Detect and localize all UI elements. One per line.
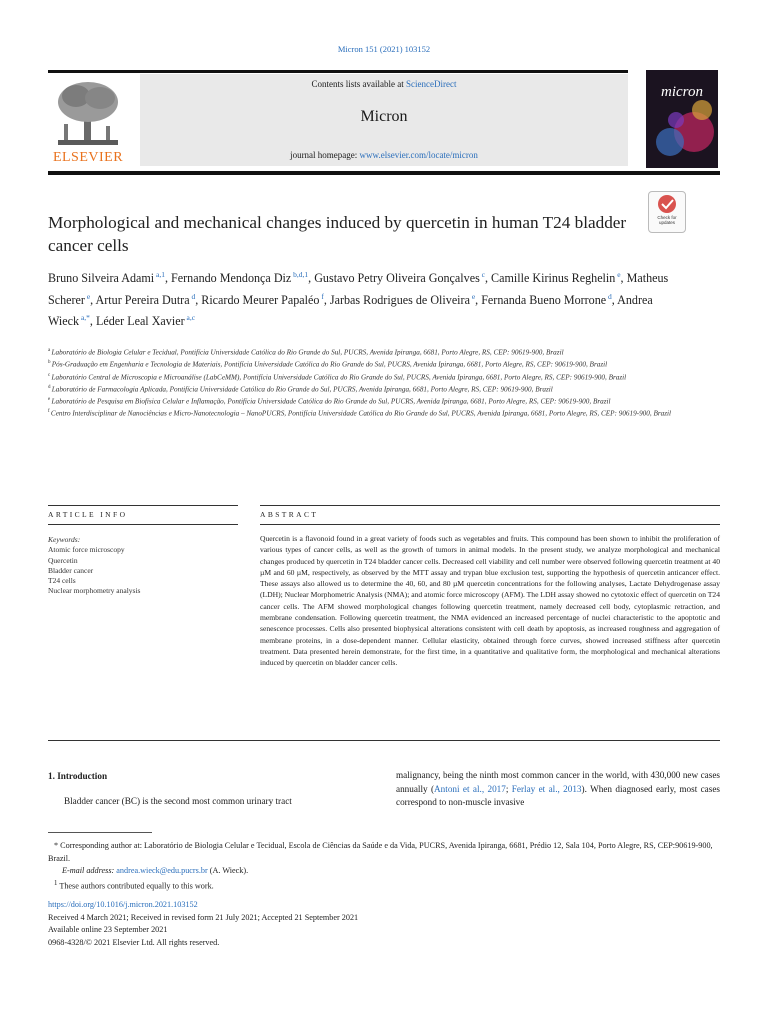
keywords-list xyxy=(48,535,238,597)
keywords-label: Keywords: xyxy=(48,535,81,544)
author-affiliation-marker[interactable]: e xyxy=(615,270,621,279)
affiliation-text: Laboratório Central de Microscopia e Microanálise (LabCeMM), Pontifícia Universidade Católica do Rio Grande do Sul, PUCRS, Avenida Ipiranga, 6681, Porto Alegre, RS, CEP: 90619-900, Brazil xyxy=(51,372,627,381)
check-for-updates-button[interactable] xyxy=(648,191,686,233)
publication-info xyxy=(48,899,720,949)
cover-title: micron xyxy=(661,84,703,100)
journal-name: Micron xyxy=(360,108,408,125)
check-updates-icon xyxy=(649,192,685,216)
author-name[interactable]: Bruno Silveira Adami xyxy=(48,271,155,286)
affiliation-text: Pós-Graduação em Engenharia e Tecnologia de Materiais, Pontifícia Universidade Católica do Rio Grande do Sul, PUCRS, Avenida Ipiranga, 6681, Porto Alegre, RS, CEP: 90619-900, Brazil xyxy=(51,360,608,369)
affiliation-item xyxy=(48,383,676,395)
author-name[interactable]: Artur Pereira Dutra xyxy=(95,292,190,307)
keyword-item: Atomic force microscopy xyxy=(48,545,125,555)
equal-text: These authors contributed equally to this work. xyxy=(59,881,214,891)
author-affiliation-marker[interactable]: a,1 xyxy=(154,270,165,279)
author-name[interactable]: Fernanda Bueno Morrone xyxy=(481,292,607,307)
available-online: Available online 23 September 2021 xyxy=(48,925,168,934)
affiliation-text: Laboratório de Biologia Celular e Tecidual, Pontifícia Universidade Católica do Rio Grande do Sul, PUCRS, Avenida Ipiranga, 6681, Porto Alegre, RS, CEP: 90619-900, Brazil xyxy=(51,348,564,357)
abstract-rule-bottom xyxy=(260,524,720,525)
reference-link-antoni[interactable]: Antoni et al., 2017 xyxy=(434,783,506,794)
abstract-heading: ABSTRACT xyxy=(260,510,319,519)
email-link[interactable]: andrea.wieck@edu.pucrs.br xyxy=(116,866,208,875)
author-affiliation-marker[interactable]: a,c xyxy=(184,313,196,323)
keyword-item: Nuclear morphometry analysis xyxy=(48,586,141,596)
contents-line xyxy=(140,79,628,89)
affiliation-marker: a xyxy=(48,348,52,353)
header-thick-rule xyxy=(48,171,720,175)
affiliation-text: Laboratório de Pesquisa em Biofísica Celular e Inflamação, Pontifícia Universidade Católica do Rio Grande do Sul, PUCRS, Avenida Ipiranga, 6681, Porto Alegre, RS, CEP: 90619-900, Brazil xyxy=(51,397,611,406)
equal-contribution-note xyxy=(48,878,720,893)
journal-citation[interactable]: Micron 151 (2021) 103152 xyxy=(337,44,431,54)
received-dates: Received 4 March 2021; Received in revised form 21 July 2021; Accepted 21 September 2021 xyxy=(48,912,359,922)
affiliation-marker: f xyxy=(48,409,51,415)
introduction-col2 xyxy=(396,769,720,810)
author-affiliation-marker[interactable]: e xyxy=(469,291,476,301)
affiliation-marker: b xyxy=(48,360,52,366)
author-affiliation-marker[interactable]: b,d,1 xyxy=(291,270,309,279)
sciencedirect-link[interactable]: ScienceDirect xyxy=(406,79,457,89)
affiliation-item xyxy=(48,407,676,419)
contents-prefix: Contents lists available at xyxy=(311,79,406,89)
keyword-item: Bladder cancer xyxy=(48,565,94,575)
intro-text-b: ; xyxy=(505,783,512,794)
journal-cover-image[interactable] xyxy=(646,70,718,168)
intro-text-c: ). When diagnosed early, most cases correspond to non-muscle invasive xyxy=(396,783,720,807)
author-name[interactable]: Léder Leal Xavier xyxy=(95,314,185,329)
keyword-item: Quercetin xyxy=(48,555,78,565)
header-rule xyxy=(48,70,628,73)
author-affiliation-marker[interactable]: f xyxy=(319,291,324,301)
email-label: E-mail address: xyxy=(62,866,115,875)
article-info-rule-bottom xyxy=(48,524,238,525)
author-name[interactable]: Matheus Scherer xyxy=(48,271,669,307)
intro-text-a: malignancy, being the ninth most common cancer in the world, with 430,000 new cases annually ( xyxy=(396,770,720,794)
abstract-end-rule xyxy=(48,740,720,741)
author-name[interactable]: Gustavo Petry Oliveira Gonçalves xyxy=(314,271,480,286)
affiliation-item xyxy=(48,371,676,383)
email-name: (A. Wieck). xyxy=(209,866,249,875)
affiliation-text: Centro Interdisciplinar de Nanociências e Micro-Nanotecnologia – NanoPUCRS, Pontifícia Universidade Católica do Rio Grande do Sul, PUCRS, Avenida Ipiranga, 6681, Porto Alegre, RS, CEP: 90619-900, Brazil xyxy=(50,409,672,418)
journal-homepage xyxy=(140,150,628,160)
homepage-label: journal homepage: xyxy=(290,150,360,160)
author-name[interactable]: Camille Kirinus Reghelin xyxy=(491,271,616,286)
check-updates-label: Check for updates xyxy=(657,215,677,225)
footnotes xyxy=(48,840,720,893)
introduction-heading: 1. Introduction xyxy=(48,771,108,781)
affiliation-marker: d xyxy=(48,384,52,390)
author-name[interactable]: Andrea Wieck xyxy=(48,292,653,329)
affiliations xyxy=(48,346,676,420)
author-affiliation-marker[interactable]: a,* xyxy=(79,313,90,323)
footnote-rule xyxy=(48,832,152,833)
doi-link[interactable]: https://doi.org/10.1016/j.micron.2021.103152 xyxy=(48,900,198,909)
corresponding-author-note: * Corresponding author at: Laboratório de Biologia Celular e Tecidual, Escola de Ciências da Saúde e da Vida, PUCRS, Avenida Ipiranga, 6681, Prédio 12, Sala 104, Porto Alegre, RS, CEP:90619-900, Brazil. xyxy=(48,841,713,863)
affiliation-marker: c xyxy=(48,372,52,378)
author-list: Bruno Silveira Adami $^{a,1}$, Fernando Mendonça Diz $^{b,d,1}$, Gustavo Petry Oliveira Gonçalves $^c$, Camille Kirinus Reghelin $^e$, Matheus Scherer $^e$, Artur Pereira Dutra $^d$, Ricardo Meurer Papaléo $^f$, Jarbas Rodrigues de Oliveira $^e$, Fernanda Bueno Morrone $^d$, Andrea Wieck $^{a,*}$, Léder Leal Xavier $^{a,c}$ xyxy=(48,270,669,329)
author-name[interactable]: Ricardo Meurer Papaléo xyxy=(201,292,320,307)
affiliation-item xyxy=(48,346,676,358)
affiliation-item xyxy=(48,358,676,370)
author-affiliation-marker[interactable]: c xyxy=(479,270,485,279)
affiliation-marker: e xyxy=(48,397,52,403)
introduction-col1: Bladder cancer (BC) is the second most common urinary tract xyxy=(64,796,292,806)
author-name[interactable]: Jarbas Rodrigues de Oliveira xyxy=(329,292,470,307)
email-line xyxy=(48,865,720,878)
equal-sup: 1 xyxy=(54,879,58,887)
abstract-text: Quercetin is a flavonoid found in a great variety of foods such as vegetables and fruits. This compound has been shown to inhibit the proliferation of various types of cancer cells, as well as the growth of tumors in animal models. In the present study, we analyze morphological and mechanical changes produced by quercetin in T24 bladder cancer cells. Decreased cell viability and cell number were observed following quercetin treatment at 40 µM and 60 µM, respectively, as observed by the MTT assay and trypan blue exclusion test, supporting the hypothesis of quercetin anticancer effect. These assays also allowed us to determine the 40, 60, and 80 µM quercetin concentrations for the following analyses, Lactate Dehydrogenase assay (LDH); Nuclear Morphometric Analysis (NMA); and atomic force microscopy (AFM). The LDH assay showed no cytotoxic effect of quercetin on T24 cancer cells. The AFM showed morphological changes following quercetin treatment, namely decreased cell body, cytoplasmic retraction, and membrane condensation. Following quercetin treatment, the NMA evidenced an increased percentage of nuclei characteristic to the apoptotic and senescence processes. Cells also presented biophysical alterations consistent with cell death by apoptosis, as increased roughness and aggregation of membrane proteins, in a dose-dependent manner. Cellular elasticity, obtained through force curves, showed increased stiffness after quercetin treatment. Data presented herein demonstrate, for the first time, in a quantitative and qualitative form, the morphological and mechanical alterations induced by quercetin on bladder cancer cells. xyxy=(260,534,720,668)
abstract-rule xyxy=(260,505,720,506)
affiliation-text: Laboratório de Farmacologia Aplicada, Pontifícia Universidade Católica do Rio Grande do Sul, PUCRS, Avenida Ipiranga, 6681, Porto Alegre, RS, CEP: 90619-900, Brazil xyxy=(51,385,553,394)
author-affiliation-marker[interactable]: e xyxy=(84,291,91,301)
keyword-item: T24 cells xyxy=(48,576,76,586)
article-title: Morphological and mechanical changes induced by quercetin in human T24 bladder cancer cells xyxy=(48,213,627,255)
reference-link-ferlay[interactable]: Ferlay et al., 2013 xyxy=(511,783,582,794)
author-affiliation-marker[interactable]: d xyxy=(189,291,196,301)
copyright: 0968-4328/© 2021 Elsevier Ltd. All rights reserved. xyxy=(48,937,220,947)
homepage-link[interactable]: www.elsevier.com/locate/micron xyxy=(359,150,478,160)
article-info-heading: ARTICLE INFO xyxy=(48,510,128,519)
elsevier-logo-text: ELSEVIER xyxy=(52,150,124,165)
author-affiliation-marker[interactable]: d xyxy=(606,291,612,301)
affiliation-item xyxy=(48,395,676,407)
author-name[interactable]: Fernando Mendonça Diz xyxy=(171,271,292,286)
article-info-rule xyxy=(48,505,238,506)
